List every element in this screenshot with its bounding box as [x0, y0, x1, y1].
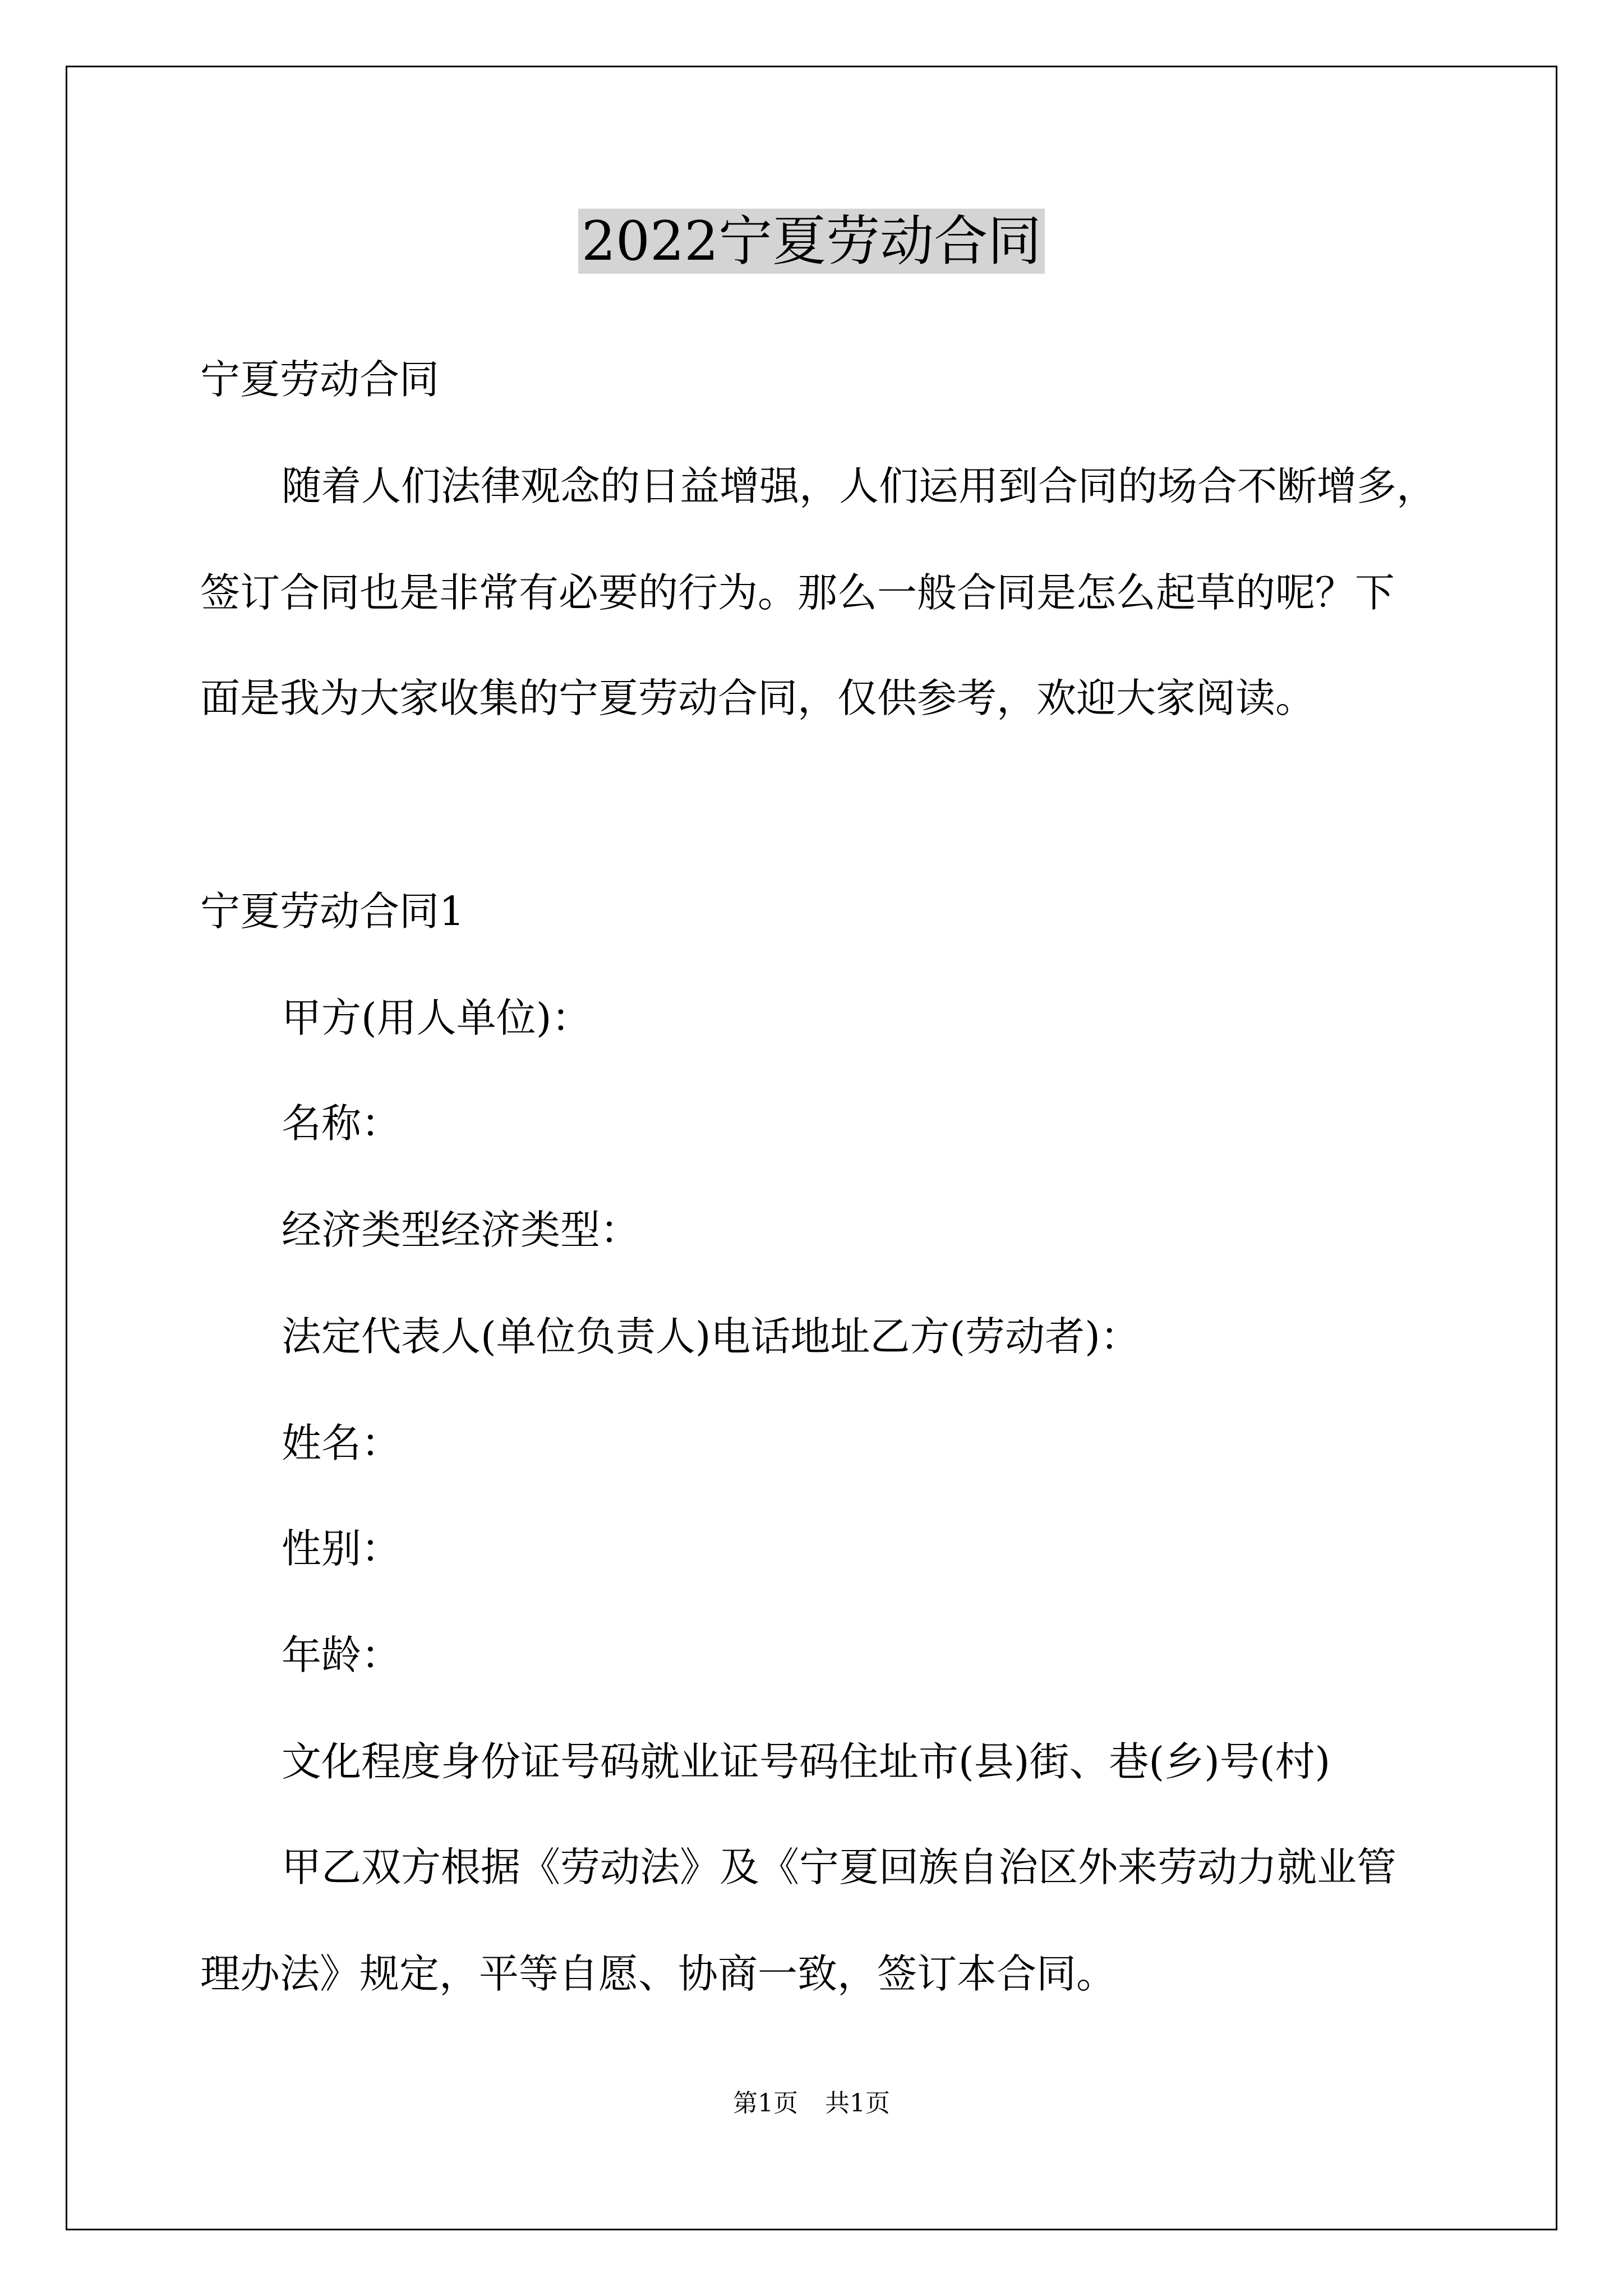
field-gender: 性别：	[282, 1525, 402, 1572]
intro-line-1: 随着人们法律观念的日益增强，人们运用到合同的场合不断增多，	[282, 463, 1437, 509]
subtitle: 宁夏劳动合同	[200, 356, 440, 403]
closing-line-2: 理办法》规定，平等自愿、协商一致，签订本合同。	[200, 1950, 1117, 1997]
field-legal-representative: 法定代表人(单位负责人)电话地址乙方(劳动者)：	[282, 1313, 1140, 1360]
field-name: 名称：	[282, 1100, 402, 1147]
field-age: 年龄：	[282, 1632, 402, 1678]
intro-line-3: 面是我为大家收集的宁夏劳动合同，仅供参考，欢迎大家阅读。	[200, 675, 1316, 721]
page-number: 第1页	[733, 2089, 798, 2118]
closing-line-1: 甲乙双方根据《劳动法》及《宁夏回族自治区外来劳动力就业管	[282, 1844, 1397, 1890]
field-person-name: 姓名：	[282, 1420, 402, 1466]
field-party-a: 甲方(用人单位)：	[282, 995, 592, 1041]
intro-line-2: 签订合同也是非常有必要的行为。那么一般合同是怎么起草的呢？下	[200, 569, 1395, 616]
field-economic-type: 经济类型经济类型：	[282, 1207, 640, 1253]
page-footer	[0, 2087, 1623, 2120]
field-education-address: 文化程度身份证号码就业证号码住址市(县)街、巷(乡)号(村)	[282, 1738, 1331, 1785]
page-total: 共1页	[825, 2089, 890, 2118]
title-text: 2022宁夏劳动合同	[578, 209, 1045, 274]
section-heading: 宁夏劳动合同1	[200, 888, 465, 935]
document-title	[0, 205, 1623, 278]
